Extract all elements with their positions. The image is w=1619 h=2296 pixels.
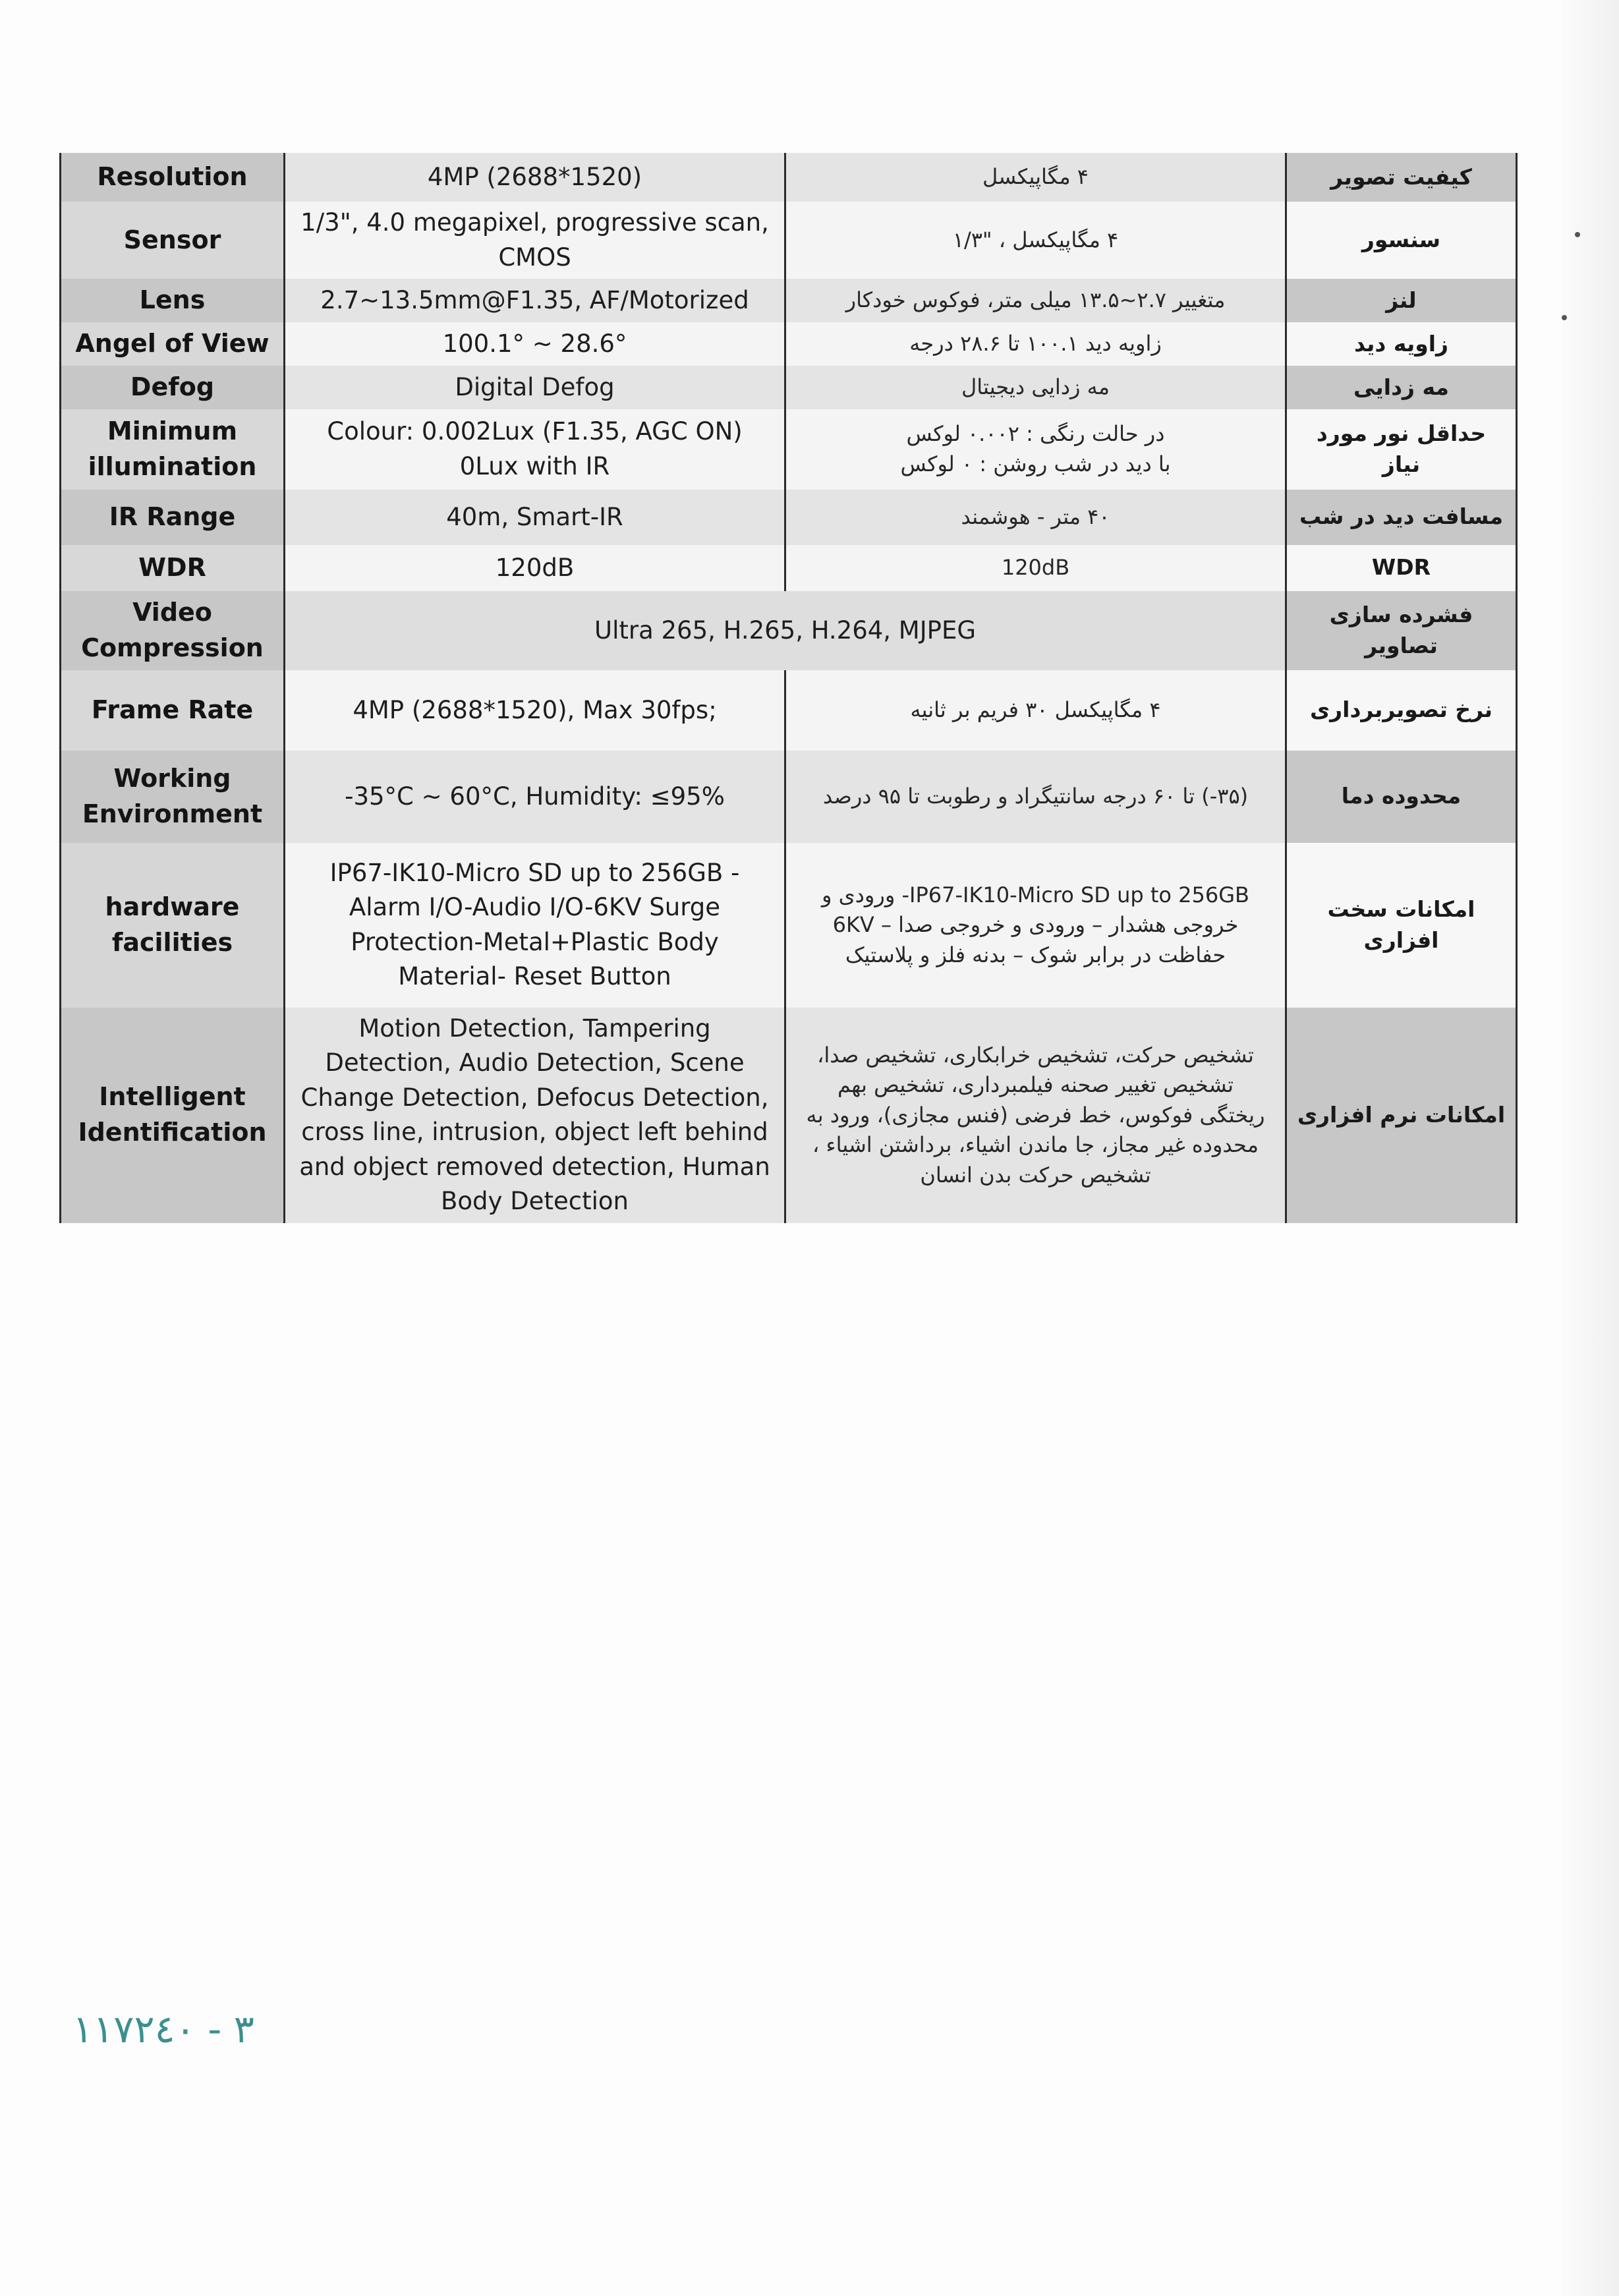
fa-line: 120dB <box>1001 555 1070 581</box>
spec-label-fa: مه زدایی <box>1286 366 1517 409</box>
spec-value-en: 120dB <box>285 545 785 591</box>
table-row <box>61 322 1517 366</box>
spec-value-en: 40m, Smart-IR <box>285 490 785 545</box>
scan-edge <box>1562 0 1619 2296</box>
spec-value-en: IP67-IK10-Micro SD up to 256GB -Alarm I/O-Audio I/O-6KV Surge Protection-Metal+Plastic Body Material- Reset Button <box>285 843 785 1008</box>
table-row <box>61 843 1517 1008</box>
spec-label-en: Minimum illumination <box>61 409 285 490</box>
fa-line: محدوده غیر مجاز، جا ماندن اشیاء، برداشتن اشیاء ، <box>812 1132 1259 1158</box>
spec-value-fa <box>785 202 1286 279</box>
spec-label-fa: مسافت دید در شب <box>1286 490 1517 545</box>
spec-label-fa: کیفیت تصویر <box>1286 153 1517 202</box>
spec-label-en: Resolution <box>61 153 285 202</box>
fa-line: ۴ مگاپیکسل ، "۱/۳ <box>952 227 1119 252</box>
margin-dot <box>1562 315 1567 320</box>
spec-value-en: 100.1° ~ 28.6° <box>285 322 785 366</box>
spec-value-en: Colour: 0.002Lux (F1.35, AGC ON) 0Lux with IR <box>285 409 785 490</box>
spec-value-fa <box>785 279 1286 322</box>
fa-line: تشخیص حرکت بدن انسان <box>920 1162 1151 1188</box>
fa-line: IP67-IK10-Micro SD up to 256GB- ورودی و <box>822 882 1249 907</box>
fa-line: ریختگی فوکوس، خط فرضی (فنس مجازی)، ورود به <box>806 1102 1265 1128</box>
spec-label-fa: سنسور <box>1286 202 1517 279</box>
spec-value-en: Motion Detection, Tampering Detection, Audio Detection, Scene Change Detection, Defocus Detection, cross line, intrusion, object left behind and object removed detection, Human Body Detection <box>285 1008 785 1223</box>
table-row <box>61 1008 1517 1223</box>
spec-label-en: Sensor <box>61 202 285 279</box>
spec-value-en: 4MP (2688*1520), Max 30fps; <box>285 670 785 751</box>
spec-value-fa <box>785 322 1286 366</box>
table-row <box>61 670 1517 751</box>
spec-value-en: Digital Defog <box>285 366 785 409</box>
spec-label-en: Frame Rate <box>61 670 285 751</box>
fa-line: تشخیص حرکت، تشخیص خرابکاری، تشخیص صدا، <box>817 1042 1254 1068</box>
fa-line: با دید در شب روشن : ۰ لوکس <box>900 451 1171 476</box>
spec-value-en: 4MP (2688*1520) <box>285 153 785 202</box>
spec-label-fa: فشرده سازی تصاویر <box>1286 591 1517 670</box>
fa-line: ۴ مگاپیکسل ۳۰ فریم بر ثانیه <box>910 697 1161 723</box>
table-row <box>61 490 1517 545</box>
fa-line: حفاظت در برابر شوک – بدنه فلز و پلاستیک <box>845 942 1226 967</box>
handwritten-number: ۱۱۷۲٤٠ - ۳ <box>72 2007 254 2052</box>
spec-label-en: WDR <box>61 545 285 591</box>
spec-label-fa: امکانات نرم افزاری <box>1286 1008 1517 1223</box>
spec-value-fa <box>785 843 1286 1008</box>
spec-label-fa: حداقل نور مورد نیاز <box>1286 409 1517 490</box>
spec-value-fa <box>785 545 1286 591</box>
table-row <box>61 751 1517 843</box>
spec-label-en: Defog <box>61 366 285 409</box>
spec-label-fa: محدوده دما <box>1286 751 1517 843</box>
spec-label-en: Working Environment <box>61 751 285 843</box>
margin-dot <box>1575 232 1580 237</box>
spec-value-en: 1/3", 4.0 megapixel, progressive scan, CMOS <box>285 202 785 279</box>
spec-value-merged: Ultra 265, H.265, H.264, MJPEG <box>285 591 1286 670</box>
table-row <box>61 279 1517 322</box>
table-row <box>61 545 1517 591</box>
spec-label-fa: لنز <box>1286 279 1517 322</box>
spec-value-fa <box>785 153 1286 202</box>
spec-label-en: Video Compression <box>61 591 285 670</box>
spec-value-en: 2.7~13.5mm@F1.35, AF/Motorized <box>285 279 785 322</box>
spec-label-en: Angel of View <box>61 322 285 366</box>
fa-line: ۴۰ متر - هوشمند <box>961 504 1110 530</box>
spec-table <box>59 153 1518 1223</box>
fa-line: زاویه دید ۱۰۰.۱ تا ۲۸.۶ درجه <box>909 331 1162 357</box>
fa-line: تشخیص تغییر صحنه فیلمبرداری، تشخیص بهم <box>837 1072 1234 1098</box>
spec-label-fa: نرخ تصویربرداری <box>1286 670 1517 751</box>
table-row <box>61 591 1517 670</box>
spec-label-fa: امکانات سخت افزاری <box>1286 843 1517 1008</box>
table-row <box>61 409 1517 490</box>
spec-label-en: hardware facilities <box>61 843 285 1008</box>
fa-line: متغییر ۲.۷~۱۳.۵ میلی متر، فوکوس خودکار <box>845 287 1226 313</box>
spec-label-en: Lens <box>61 279 285 322</box>
spec-label-en: IR Range <box>61 490 285 545</box>
spec-value-fa <box>785 366 1286 409</box>
table-row <box>61 202 1517 279</box>
fa-line: خروجی هشدار – ورودی و خروجی صدا – 6KV <box>832 912 1239 938</box>
spec-label-fa: زاویه دید <box>1286 322 1517 366</box>
table-row <box>61 153 1517 202</box>
fa-line: ۴ مگاپیکسل <box>982 164 1089 190</box>
fa-line: در حالت رنگی : ۰.۰۰۲ لوکس <box>906 421 1165 447</box>
spec-value-fa <box>785 409 1286 490</box>
spec-label-en: Intelligent Identification <box>61 1008 285 1223</box>
table-row <box>61 366 1517 409</box>
spec-label-fa: WDR <box>1286 545 1517 591</box>
spec-value-fa <box>785 490 1286 545</box>
spec-value-en: -35°C ~ 60°C, Humidity: ≤95% <box>285 751 785 843</box>
spec-value-fa <box>785 751 1286 843</box>
fa-line: مه زدایی دیجیتال <box>961 374 1110 400</box>
spec-value-fa <box>785 670 1286 751</box>
fa-line: (۳۵-) تا ۶۰ درجه سانتیگراد و رطوبت تا ۹۵ درصد <box>822 784 1249 809</box>
spec-value-fa <box>785 1008 1286 1223</box>
